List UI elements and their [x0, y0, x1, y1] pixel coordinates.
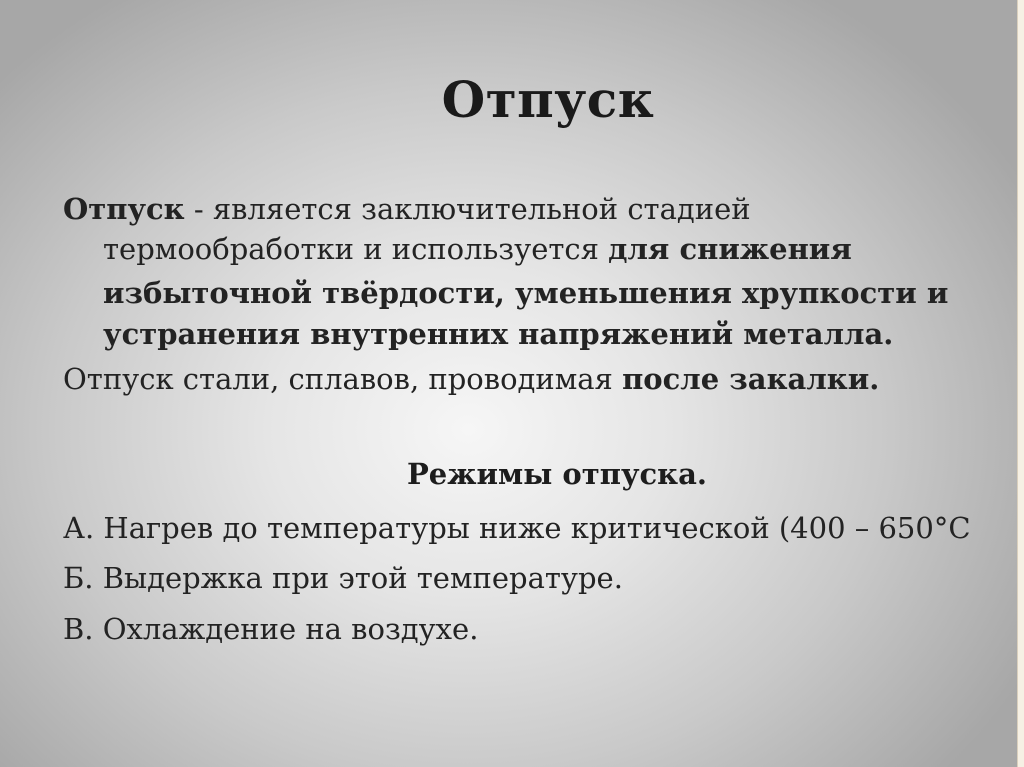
definition-line-1 [63, 189, 751, 229]
mode-item-a: А. Нагрев до температуры ниже критической (400 – 650°С [63, 511, 971, 545]
definition-line-4: устранения внутренних напряжений металла. [103, 317, 894, 351]
definition-line-2-text: термообработки и используется [103, 232, 609, 266]
slide-title: Отпуск [441, 70, 655, 129]
definition-line-2-emphasis: для снижения [608, 232, 852, 266]
definition-term: Отпуск [63, 192, 185, 226]
mode-item-b: Б. Выдержка при этой температуре. [63, 561, 623, 595]
definition-start: - является заключительной стадией [184, 192, 751, 226]
right-edge-strip [1017, 0, 1024, 767]
definition-line-2 [103, 229, 852, 269]
application-text: Отпуск стали, сплавов, проводимая [63, 362, 623, 396]
application-emphasis: после закалки. [622, 362, 880, 396]
modes-heading: Режимы отпуска. [407, 457, 707, 491]
definition-line-3: избыточной твёрдости, уменьшения хрупкости и [103, 276, 949, 310]
mode-item-c: В. Охлаждение на воздухе. [63, 612, 479, 646]
application-line [63, 359, 879, 399]
